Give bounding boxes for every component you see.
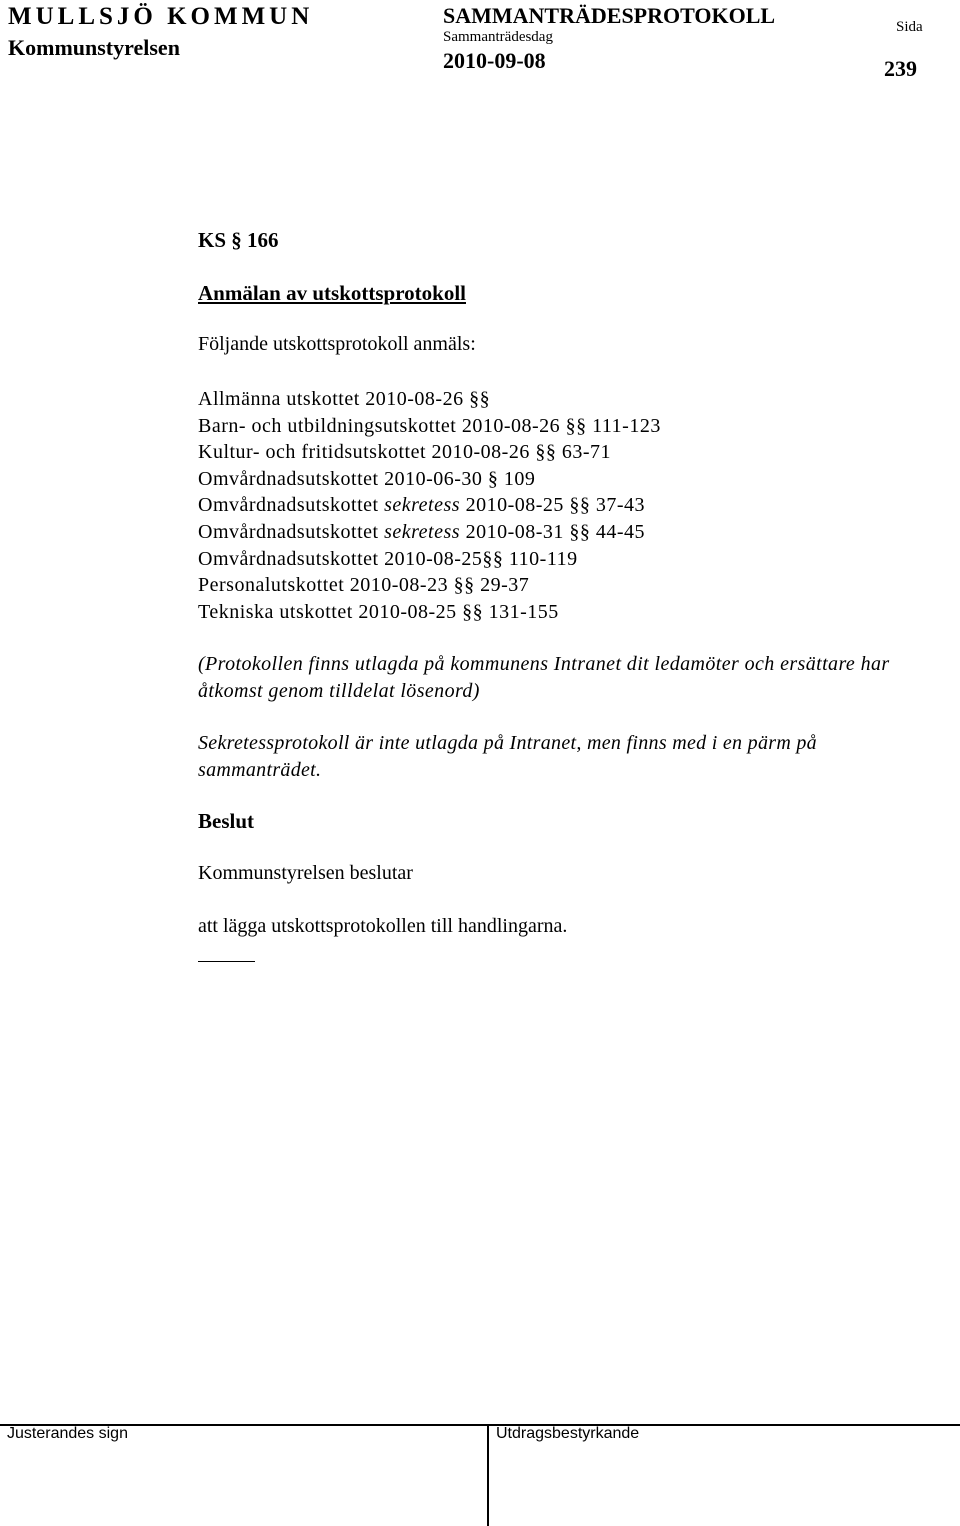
confidential-tag: sekretess [384, 494, 461, 517]
section-range: §§ 29-37 [453, 574, 530, 597]
committee-name: Omvårdnadsutskottet [198, 520, 379, 543]
page-number: 239 [884, 56, 917, 81]
protocol-list [198, 386, 661, 625]
committee-name: Omvårdnadsutskottet [198, 494, 379, 517]
committee-name: Personalutskottet [198, 574, 345, 597]
municipality-name: MULLSJÖ KOMMUN [8, 3, 314, 30]
section-range: § 109 [487, 467, 536, 490]
section-range: §§ 110-119 [482, 547, 578, 570]
confidential-note: Sekretessprotokoll är inte utlagda på Intranet, men finns med i en pärm på sammanträdet. [198, 732, 817, 781]
protocol-date: 2010-08-26 [461, 414, 561, 437]
committee-name: Barn- och utbildningsutskottet [198, 414, 457, 437]
list-item [198, 439, 661, 466]
signature-label: Justerandes sign [7, 1425, 128, 1442]
list-item [198, 546, 661, 573]
protocol-date: 2010-08-23 [349, 574, 449, 597]
intranet-note: (Protokollen finns utlagda på kommunens Intranet dit ledamöter och ersättare har åtkomst genom tilldelat lösenord) [198, 653, 890, 702]
committee-name: Omvårdnadsutskottet [198, 547, 379, 570]
document-title: SAMMANTRÄDESPROTOKOLL [443, 3, 776, 28]
committee-name: Allmänna utskottet [198, 388, 360, 410]
section-id: KS § 166 [198, 228, 279, 252]
board-name: Kommunstyrelsen [8, 35, 180, 60]
protocol-date: 2010-08-25 [358, 600, 457, 623]
decision-heading: Beslut [198, 809, 255, 833]
section-range: §§ 63-71 [535, 441, 612, 464]
list-item [198, 386, 661, 413]
section-range: §§ 37-43 [569, 494, 646, 517]
page-label: Sida [896, 19, 923, 35]
section-range: §§ 111-123 [565, 414, 661, 437]
protocol-date: 2010-08-26 [365, 388, 464, 410]
protocol-date: 2010-08-26 [431, 441, 530, 464]
list-item [198, 492, 661, 519]
list-item [198, 519, 661, 546]
protocol-date: 2010-06-30 [384, 467, 483, 490]
intro-text: Följande utskottsprotokoll anmäls: [198, 333, 476, 355]
committee-name: Omvårdnadsutskottet [198, 467, 379, 490]
protocol-date: 2010-08-31 [465, 520, 564, 543]
protocol-date: 2010-08-25 [465, 494, 564, 517]
list-item [198, 599, 661, 626]
decision-subject: Kommunstyrelsen beslutar [198, 862, 413, 884]
list-item [198, 466, 661, 493]
section-range: §§ 131-155 [462, 600, 559, 623]
list-item [198, 572, 661, 599]
protocol-date: 2010-08-25 [384, 547, 483, 570]
section-range: §§ [469, 388, 491, 410]
decision-text: att lägga utskottsprotokollen till handlingarna. [198, 915, 568, 937]
section-range: §§ 44-45 [569, 520, 646, 543]
section-end-divider [198, 961, 255, 962]
footer-column-divider [487, 1424, 489, 1526]
footer-divider [0, 1424, 960, 1426]
section-title: Anmälan av utskottsprotokoll [198, 281, 466, 305]
meeting-date: 2010-09-08 [443, 48, 546, 73]
committee-name: Kultur- och fritidsutskottet [198, 441, 427, 464]
meeting-date-label: Sammanträdesdag [443, 29, 553, 45]
certification-label: Utdragsbestyrkande [496, 1425, 640, 1442]
committee-name: Tekniska utskottet [198, 600, 353, 623]
confidential-tag: sekretess [384, 520, 461, 543]
list-item [198, 413, 661, 440]
